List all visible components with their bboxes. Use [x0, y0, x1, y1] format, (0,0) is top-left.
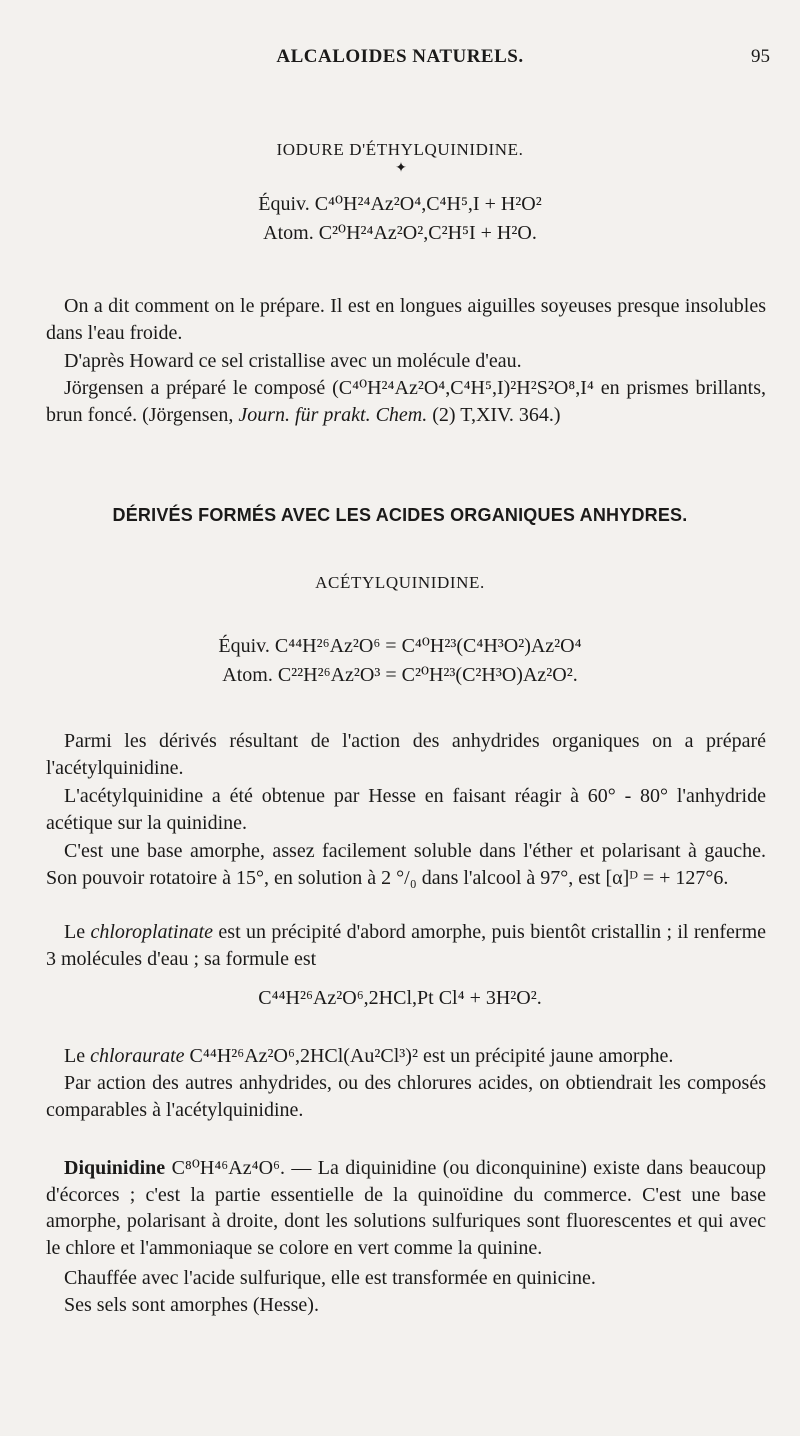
text-run: (2) T,XIV. 364.): [427, 403, 561, 426]
formula-block-iodure: [0, 190, 800, 248]
ornament-icon: ✦: [395, 161, 407, 176]
equiv-row: [0, 632, 800, 661]
equiv-label: Équiv.: [258, 193, 310, 215]
paragraph: On a dit comment on le prépare. Il est en longues aiguilles soyeuses presque insolubles dans l'eau froide.: [46, 295, 766, 344]
paragraph: C'est une base amorphe, assez facilement soluble dans l'éther et polarisant à gauche. Son pouvoir rotatoire à 15°, en solution à 2 °/₀ dans l'alcool à 97°, est [α]ᴰ = + 127°6.: [46, 840, 766, 889]
text-run: C⁸⁰H⁴⁶Az⁴O⁶. — La diquinidine (ou diconquinine) existe dans beaucoup d'écorces ; c'est la partie essentielle de la quinoïdine du commerce. C'est une base amorphe, polarisant à droite, dont les solutions sulfuriques sont fluorescentes et qui avec le chlore et l'ammoniaque se colore en vert comme la quinine.: [46, 1157, 766, 1259]
text-run: est un précipité d'abord amorphe, puis bientôt cristallin ; il renferme 3 molécules d'eau ; sa formule est: [46, 921, 767, 970]
equiv-formula: C⁴⁴H²⁶Az²O⁶ = C⁴⁰H²³(C⁴H³O²)Az²O⁴: [274, 635, 582, 657]
equiv-label: Équiv.: [218, 635, 270, 657]
term-chloraurate: chloraurate: [90, 1045, 185, 1067]
section-heading-iodure: IODURE D'ÉTHYLQUINIDINE.: [276, 140, 524, 159]
text-run: C⁴⁴H²⁶Az²O⁶,2HCl(Au²Cl³)² est un précipité jaune amorphe.: [184, 1045, 674, 1067]
paragraph-diquinidine: [46, 1155, 766, 1261]
atom-label: Atom.: [222, 664, 273, 686]
equiv-row: [0, 190, 800, 219]
term-chloroplatinate: chloroplatinate: [90, 921, 214, 943]
paragraph: Parmi les dérivés résultant de l'action des anhydrides organiques on a préparé l'acétylquinidine.: [46, 730, 766, 779]
paragraph: [46, 375, 766, 428]
journal-title: Journ. für prakt. Chem.: [238, 403, 428, 426]
page-number: 95: [751, 46, 770, 67]
text-run: Le: [64, 921, 91, 943]
atom-row: [0, 219, 800, 248]
text-run: Le: [64, 1045, 91, 1067]
paragraph: Par action des autres anhydrides, ou des chlorures acides, on obtiendrait les composés comparables à l'acétylquinidine.: [46, 1072, 766, 1121]
page-header: [0, 46, 800, 70]
equiv-formula: C⁴⁰H²⁴Az²O⁴,C⁴H⁵,I + H²O²: [314, 193, 542, 215]
paragraph: Ses sels sont amorphes (Hesse).: [64, 1294, 319, 1316]
atom-row: [0, 661, 800, 690]
diquinidine-lead: Diquinidine: [64, 1157, 166, 1179]
formula-block-acetyl: [0, 632, 800, 690]
section-heading-derives: DÉRIVÉS FORMÉS AVEC LES ACIDES ORGANIQUES ANHYDRES.: [112, 505, 688, 525]
atom-label: Atom.: [263, 222, 314, 244]
paragraph: D'après Howard ce sel cristallise avec un molécule d'eau.: [64, 350, 522, 372]
platinate-formula: C⁴⁴H²⁶Az²O⁶,2HCl,Pt Cl⁴ + 3H²O².: [258, 987, 542, 1009]
paragraph: [46, 1043, 766, 1070]
section-heading-acetyl: ACÉTYLQUINIDINE.: [315, 573, 485, 592]
running-title: ALCALOIDES NATURELS.: [276, 46, 524, 67]
atom-formula: C²²H²⁶Az²O³ = C²⁰H²³(C²H³O)Az²O².: [277, 664, 578, 686]
paragraph: Chauffée avec l'acide sulfurique, elle est transformée en quinicine.: [64, 1267, 596, 1289]
text-run: Jörgensen a préparé le composé (C⁴⁰H²⁴Az²O⁴,C⁴H⁵,I)²H²S²O⁸,I⁴ en prismes brillants, brun foncé. (Jörgensen,: [46, 377, 766, 426]
paragraph: [46, 919, 766, 972]
atom-formula: C²⁰H²⁴Az²O²,C²H⁵I + H²O.: [318, 222, 537, 244]
paragraph: L'acétylquinidine a été obtenue par Hesse en faisant réagir à 60° - 80° l'anhydride acétique sur la quinidine.: [46, 785, 766, 834]
